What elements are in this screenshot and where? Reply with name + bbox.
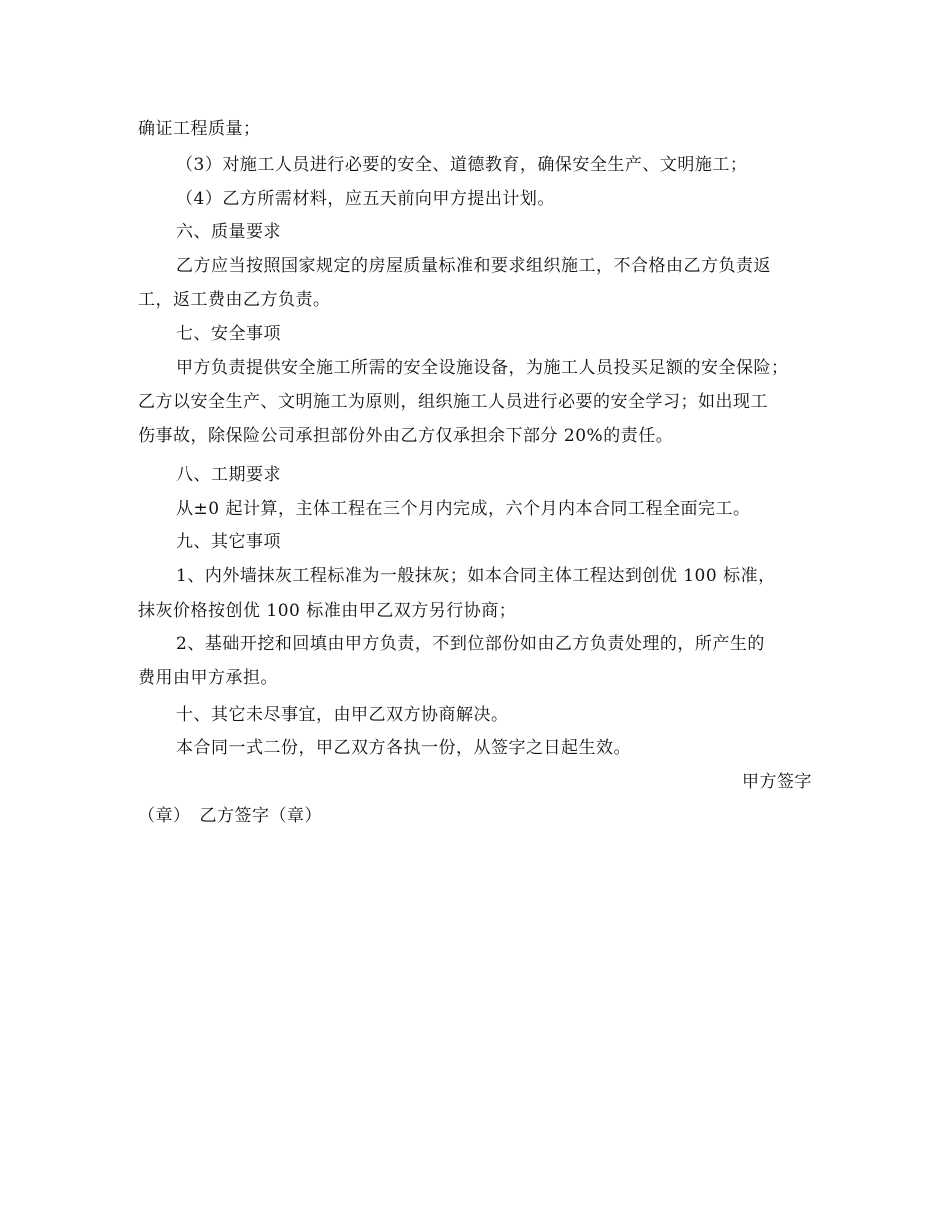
paragraph-line: 乙方应当按照国家规定的房屋质量标准和要求组织施工，不合格由乙方负责返	[176, 256, 771, 276]
section-heading-schedule: 八、工期要求	[176, 465, 281, 485]
section-heading-quality: 六、质量要求	[176, 222, 281, 242]
paragraph-line: 工，返工费由乙方负责。	[138, 290, 331, 310]
section-heading-safety: 七、安全事项	[176, 324, 281, 344]
paragraph-line: 乙方以安全生产、文明施工为原则，组织施工人员进行必要的安全学习；如出现工	[138, 392, 768, 412]
paragraph-line: 甲方负责提供安全施工所需的安全设施设备，为施工人员投买足额的安全保险；	[176, 358, 789, 378]
section-heading-misc: 十、其它未尽事宜，由甲乙双方协商解决。	[176, 705, 509, 725]
party-a-signature-label: 甲方签字	[742, 772, 812, 792]
text-line: 确证工程质量；	[138, 119, 261, 139]
paragraph-line: 伤事故，除保险公司承担部份外由乙方仅承担余下部分 20%的责任。	[138, 426, 674, 446]
signature-seal-line: （章） 乙方签字（章）	[138, 806, 322, 826]
clause-item-1: 1、内外墙抹灰工程标准为一般抹灰；如本合同主体工程达到创优 100 标准，	[176, 566, 776, 586]
paragraph-line: 抹灰价格按创优 100 标准由甲乙双方另行协商；	[138, 601, 517, 621]
section-heading-other: 九、其它事项	[176, 532, 281, 552]
paragraph-line: 本合同一式二份，甲乙双方各执一份，从签字之日起生效。	[176, 738, 631, 758]
clause-item-2: 2、基础开挖和回填由甲方负责，不到位部份如由乙方负责处理的，所产生的	[176, 634, 765, 654]
clause-item-4: （4）乙方所需材料，应五天前向甲方提出计划。	[176, 189, 555, 209]
paragraph-line: 费用由甲方承担。	[138, 668, 278, 688]
paragraph-line: 从±0 起计算，主体工程在三个月内完成，六个月内本合同工程全面完工。	[176, 499, 751, 519]
clause-item-3: （3）对施工人员进行必要的安全、道德教育，确保安全生产、文明施工；	[176, 155, 748, 175]
